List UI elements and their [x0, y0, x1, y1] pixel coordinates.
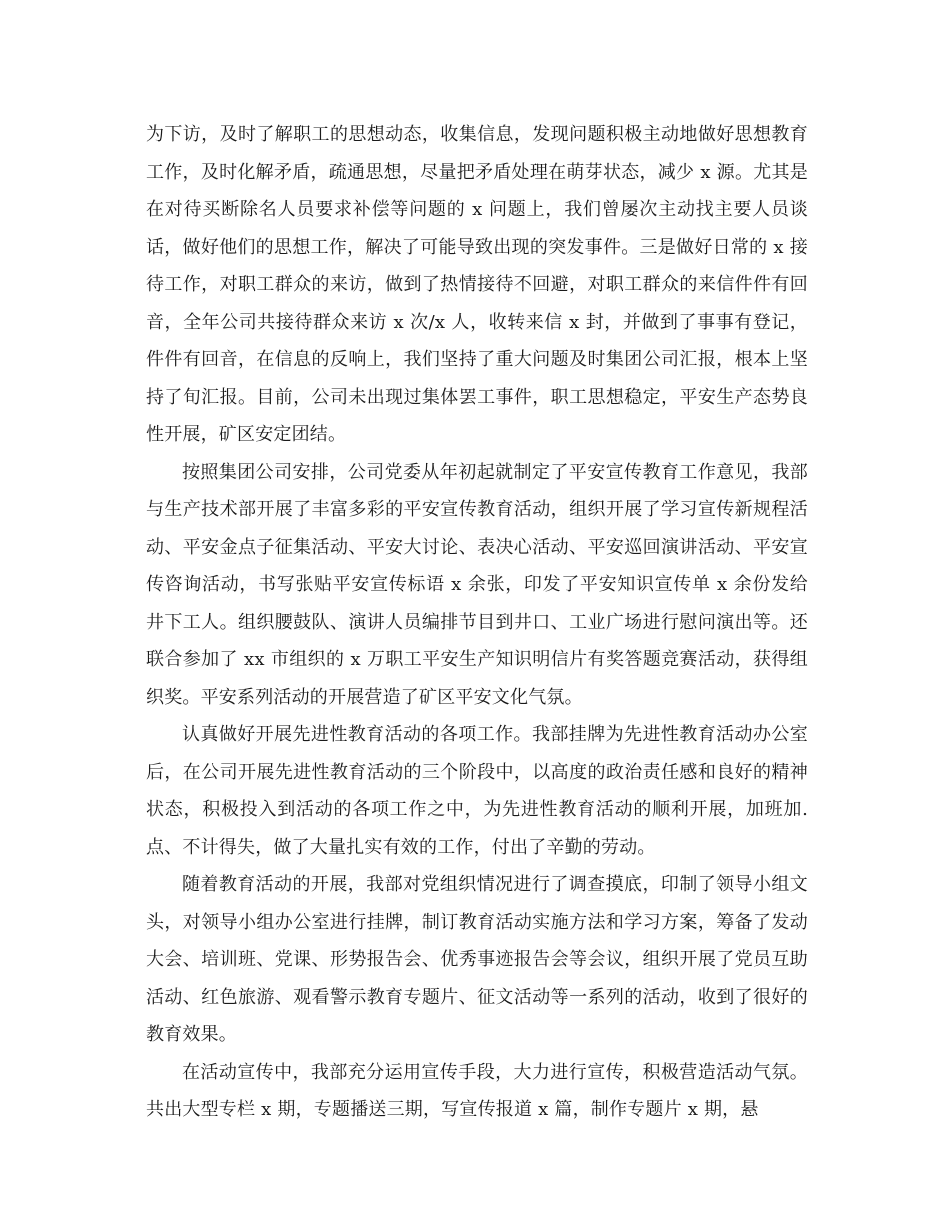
paragraph-5: 在活动宣传中，我部充分运用宣传手段，大力进行宣传，积极营造活动气氛。共出大型专栏 x 期，专题播送三期，写宣传报道 x 篇，制作专题片 x 期，悬 [146, 1061, 808, 1120]
paragraph-2: 按照集团公司安排，公司党委从年初起就制定了平安宣传教育工作意见，我部与生产技术部开展了丰富多彩的平安宣传教育活动，组织开展了学习宣传新规程活动、平安金点子征集活动、平安大讨论、表决心活动、平安巡回演讲活动、平安宣传咨询活动，书写张贴平安宣传标语 x 余张，印发了平安知识宣传单 x 余份发给井下工人。组织腰鼓队、演讲人员编排节目到井口、工业广场进行慰问演出等。还联合参加了 xx 市组织的 x 万职工平安生产知识明信片有奖答题竞赛活动，获得组织奖。平安系列活动的开展营造了矿区平安文化气氛。 [146, 461, 808, 708]
paragraph-1: 为下访，及时了解职工的思想动态，收集信息，发现问题积极主动地做好思想教育工作，及时化解矛盾，疏通思想，尽量把矛盾处理在萌芽状态，减少 x 源。尤其是在对待买断除名人员要求补偿等问题的 x 问题上，我们曾屡次主动找主要人员谈话，做好他们的思想工作，解决了可能导致出现的突发事件。三是做好日常的 x 接待工作，对职工群众的来访，做到了热情接待不回避，对职工群众的来信件件有回音，全年公司共接待群众来访 x 次/x 人，收转来信 x 封，并做到了事事有登记，件件有回音，在信息的反响上，我们坚持了重大问题及时集团公司汇报，根本上坚持了旬汇报。目前，公司未出现过集体罢工事件，职工思想稳定，平安生产态势良性开展，矿区安定团结。 [146, 124, 808, 445]
document-body [146, 116, 808, 1129]
paragraph-4: 随着教育活动的开展，我部对党组织情况进行了调查摸底，印制了领导小组文头，对领导小组办公室进行挂牌，制订教育活动实施方法和学习方案，筹备了发动大会、培训班、党课、形势报告会、优秀事迹报告会等会议，组织开展了党员互助活动、红色旅游、观看警示教育专题片、征文活动等一系列的活动，收到了很好的教育效果。 [146, 874, 808, 1045]
paragraph-3: 认真做好开展先进性教育活动的各项工作。我部挂牌为先进性教育活动办公室后，在公司开展先进性教育活动的三个阶段中，以高度的政治责任感和良好的精神状态，积极投入到活动的各项工作之中，为先进性教育活动的顺利开展，加班加.点、不计得失，做了大量扎实有效的工作，付出了辛勤的劳动。 [146, 724, 808, 858]
